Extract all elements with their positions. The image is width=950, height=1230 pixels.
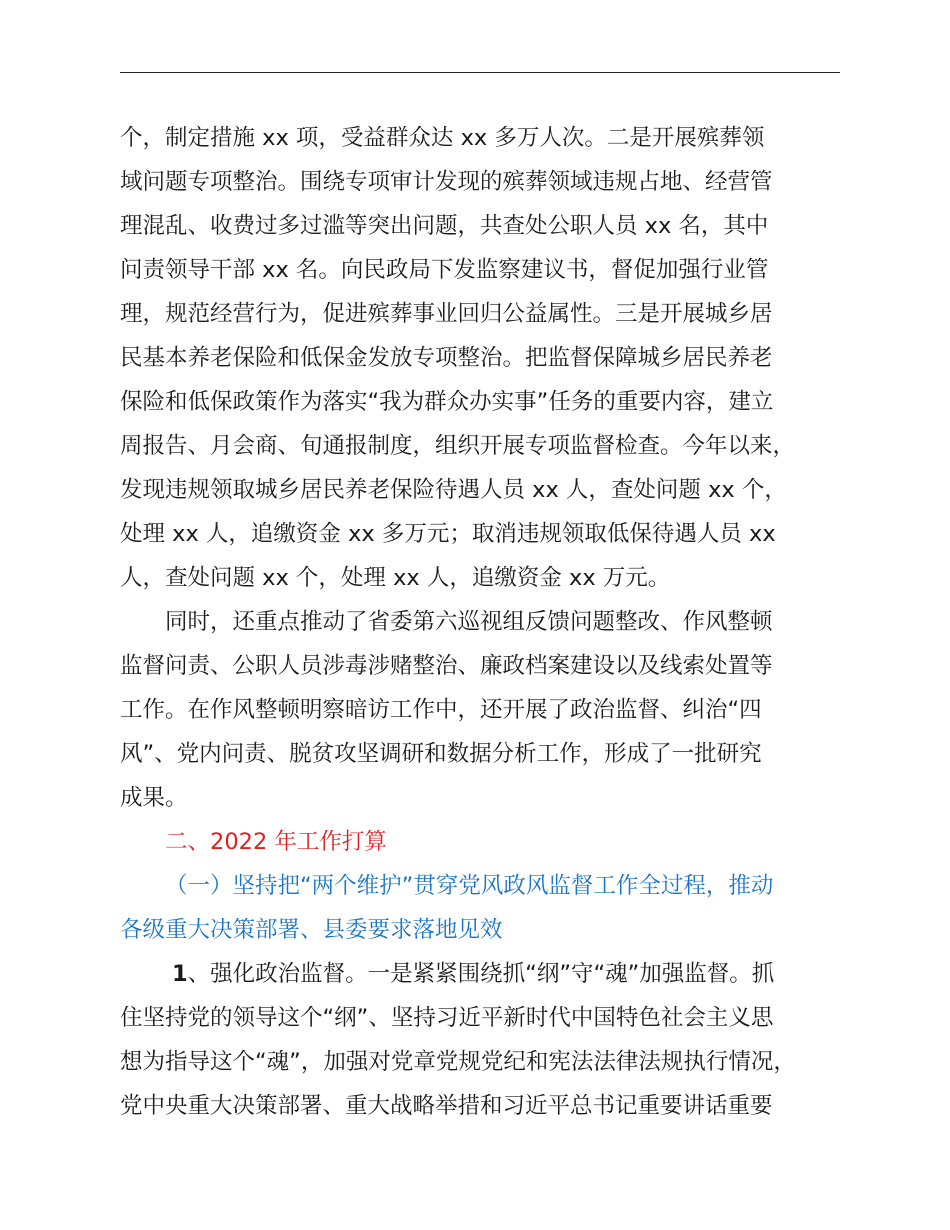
paragraph-line: 周报告、月会商、旬通报制度，组织开展专项监督检查。今年以来， <box>120 433 796 459</box>
paragraph-line: 成果。 <box>120 785 188 811</box>
paragraph-line: 想为指导这个“魂”，加强对党章党规党纪和宪法法律法规执行情况， <box>120 1049 796 1075</box>
paragraph-line: 人，查处问题 xx 个，处理 xx 人，追缴资金 xx 万元。 <box>120 565 671 591</box>
paragraph-line: 问责领导干部 xx 名。向民政局下发监察建议书，督促加强行业管 <box>120 257 769 283</box>
header-rule <box>120 72 840 73</box>
paragraph-line: 域问题专项整治。围绕专项审计发现的殡葬领域违规占地、经营管 <box>120 169 773 195</box>
paragraph-line: 监督问责、公职人员涉毒涉赌整治、廉政档案建设以及线索处置等 <box>120 653 773 679</box>
item-text: 、强化政治监督。一是紧紧围绕抓“纲”守“魂”加强监督。抓 <box>187 961 775 987</box>
item-number: 1 <box>172 961 188 987</box>
paragraph-line: 风”、党内问责、脱贫攻坚调研和数据分析工作，形成了一批研究 <box>120 741 762 767</box>
paragraph-line: 同时，还重点推动了省委第六巡视组反馈问题整改、作风整顿 <box>165 609 773 635</box>
section-heading: 二、2022 年工作打算 <box>165 829 387 855</box>
subsection-heading-cont: 各级重大决策部署、县委要求落地见效 <box>120 917 503 943</box>
paragraph-line: 保险和低保政策作为落实“我为群众办实事”任务的重要内容，建立 <box>120 389 774 415</box>
document-body <box>120 116 840 1128</box>
paragraph-line: 理，规范经营行为，促进殡葬事业回归公益属性。三是开展城乡居 <box>120 301 773 327</box>
paragraph-line: 处理 xx 人，追缴资金 xx 多万元；取消违规领取低保待遇人员 xx <box>120 521 776 547</box>
paragraph-line: 个，制定措施 xx 项，受益群众达 xx 多万人次。二是开展殡葬领 <box>120 125 765 151</box>
paragraph-line: 工作。在作风整顿明察暗访工作中，还开展了政治监督、纠治“四 <box>120 697 762 723</box>
paragraph-line: 民基本养老保险和低保金发放专项整治。把监督保障城乡居民养老 <box>120 345 773 371</box>
paragraph-line: 住坚持党的领导这个“纲”、坚持习近平新时代中国特色社会主义思 <box>120 1005 774 1031</box>
paragraph-line: 发现违规领取城乡居民养老保险待遇人员 xx 人，查处问题 xx 个， <box>120 477 787 503</box>
paragraph-line: 理混乱、收费过多过滥等突出问题，共查处公职人员 xx 名，其中 <box>120 213 769 239</box>
paragraph-line: 党中央重大决策部署、重大战略举措和习近平总书记重要讲话重要 <box>120 1093 773 1119</box>
subsection-heading: （一）坚持把“两个维护”贯穿党风政风监督工作全过程，推动 <box>165 873 774 899</box>
item-heading-line <box>120 952 840 996</box>
